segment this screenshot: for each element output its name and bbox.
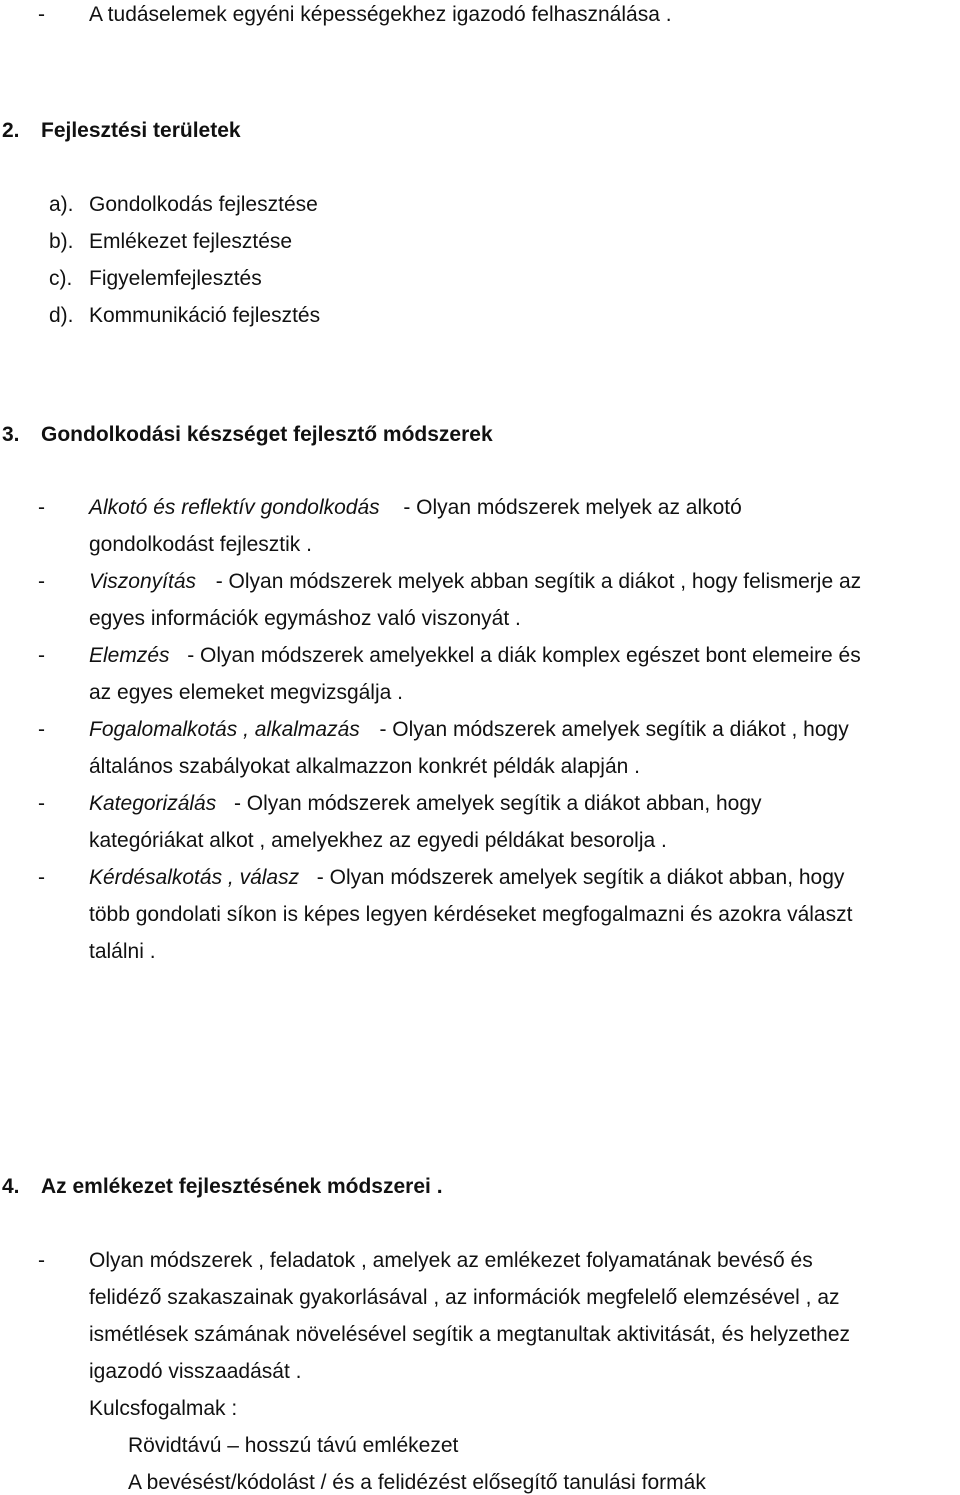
list-item — [89, 867, 844, 888]
method-description-cont: több gondolati síkon is képes legyen kérdéseket megfogalmazni és azokra választ — [89, 903, 853, 926]
list-dash: - — [38, 644, 45, 667]
keyword-item: A bevésést/kódolást / és a felidézést elősegítő tanulási formák — [128, 1471, 706, 1494]
method-description-cont: egyes információk egymáshoz való viszonyát . — [89, 607, 521, 630]
method-term: Viszonyítás — [89, 570, 196, 593]
section-3-title: Gondolkodási készséget fejlesztő módszerek — [41, 423, 493, 446]
method-term: Kérdésalkotás , válasz — [89, 866, 300, 889]
paragraph-line: felidéző szakaszainak gyakorlásával , az információk megfelelő elemzésével , az — [89, 1286, 840, 1309]
list-dash: - — [38, 1249, 45, 1272]
list-item-text: Kommunikáció fejlesztés — [89, 304, 321, 327]
method-description-cont: találni . — [89, 940, 156, 963]
paragraph-line: igazodó visszaadását . — [89, 1360, 302, 1383]
list-item-label: d). — [49, 304, 74, 327]
method-description-cont: kategóriákat alkot , amelyekhez az egyedi példákat besorolja . — [89, 829, 667, 852]
intro-text: A tudáselemek egyéni képességekhez igazodó felhasználása . — [89, 3, 672, 26]
method-description: - Olyan módszerek amelyek segítik a diákot abban, hogy — [316, 866, 845, 889]
list-dash: - — [38, 718, 45, 741]
section-4-number: 4. — [2, 1175, 20, 1198]
list-item — [89, 497, 742, 518]
method-term: Elemzés — [89, 644, 170, 667]
method-description: - Olyan módszerek melyek az alkotó — [403, 496, 742, 519]
list-dash: - — [38, 3, 45, 26]
method-description: - Olyan módszerek amelyek segítik a diákot , hogy — [379, 718, 849, 741]
list-item-label: a). — [49, 193, 74, 216]
list-dash: - — [38, 866, 45, 889]
section-2-number: 2. — [2, 119, 20, 142]
section-2-title: Fejlesztési területek — [41, 119, 241, 142]
section-3-number: 3. — [2, 423, 20, 446]
keywords-label: Kulcsfogalmak : — [89, 1397, 238, 1420]
paragraph-line: ismétlések számának növelésével segítik a megtanultak aktivitását, és helyzethez — [89, 1323, 851, 1346]
list-item-text: Figyelemfejlesztés — [89, 267, 262, 290]
method-description: - Olyan módszerek melyek abban segítik a diákot , hogy felismerje az — [215, 570, 862, 593]
method-description-cont: az egyes elemeket megvizsgálja . — [89, 681, 403, 704]
list-item-text: Gondolkodás fejlesztése — [89, 193, 318, 216]
keyword-item: Rövidtávú – hosszú távú emlékezet — [128, 1434, 459, 1457]
list-dash: - — [38, 496, 45, 519]
method-description: - Olyan módszerek amelyek segítik a diákot abban, hogy — [233, 792, 762, 815]
list-item-label: b). — [49, 230, 74, 253]
paragraph-line: Olyan módszerek , feladatok , amelyek az emlékezet folyamatának bevéső és — [89, 1249, 813, 1272]
method-term: Kategorizálás — [89, 792, 217, 815]
method-description-cont: gondolkodást fejlesztik . — [89, 533, 312, 556]
list-item — [89, 719, 849, 740]
method-description-cont: általános szabályokat alkalmazzon konkrét példák alapján . — [89, 755, 640, 778]
list-dash: - — [38, 570, 45, 593]
list-item-label: c). — [49, 267, 73, 290]
method-term: Fogalomalkotás , alkalmazás — [89, 718, 360, 741]
list-item-text: Emlékezet fejlesztése — [89, 230, 293, 253]
list-item — [89, 571, 861, 592]
list-item — [89, 793, 762, 814]
section-4-title: Az emlékezet fejlesztésének módszerei . — [41, 1175, 443, 1198]
method-term: Alkotó és reflektív gondolkodás — [89, 496, 380, 519]
method-description: - Olyan módszerek amelyekkel a diák komplex egészet bont elemeire és — [187, 644, 861, 667]
list-dash: - — [38, 792, 45, 815]
list-item — [89, 645, 861, 666]
